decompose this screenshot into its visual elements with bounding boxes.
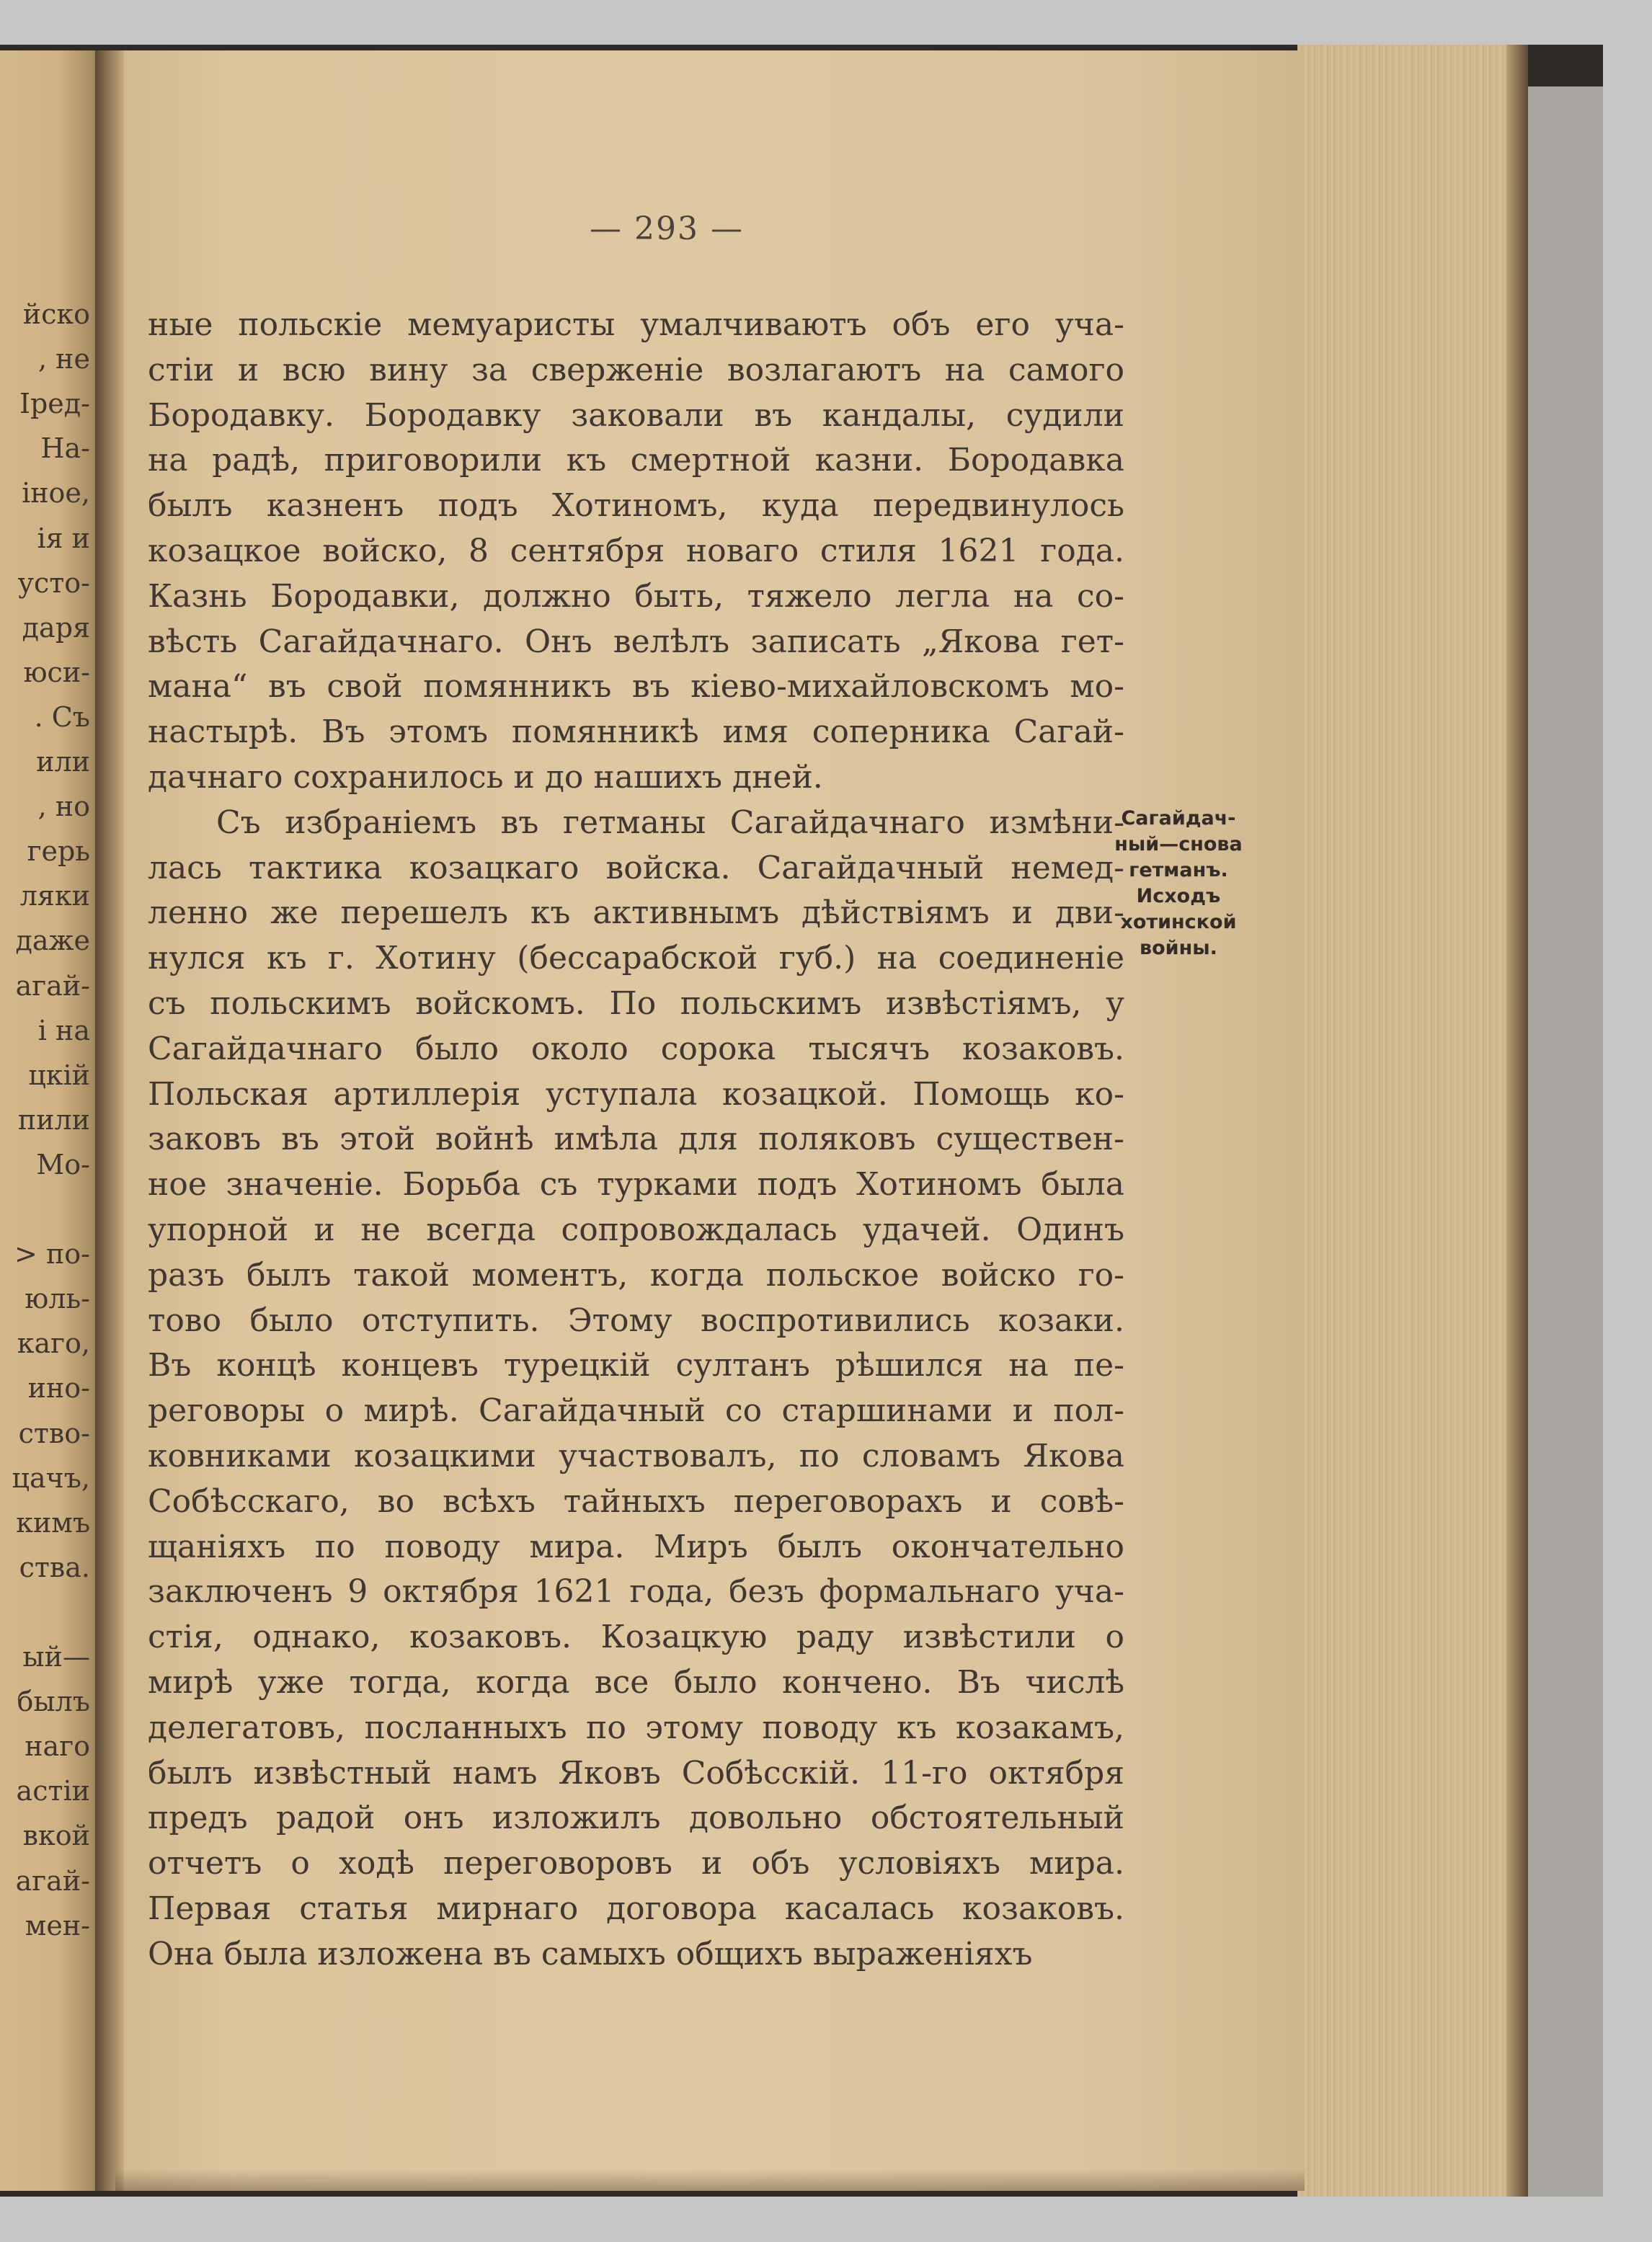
previous-page-fragment: юси- — [23, 656, 90, 688]
text-line: съ польскимъ войскомъ. По польскимъ извѣстіямъ, у — [148, 985, 1124, 1022]
text-line: ные польскіе мемуаристы умалчиваютъ объ его уча- — [148, 306, 1124, 343]
text-line: Бородавку. Бородавку заковали въ кандалы, судили — [148, 396, 1124, 434]
previous-page-fragment: агай- — [15, 969, 90, 1002]
previous-page-fragment: мен- — [25, 1909, 90, 1941]
previous-page-fragment: Мо- — [36, 1148, 90, 1180]
text-line: ковниками козацкими участвовалъ, по словамъ Якова — [148, 1438, 1124, 1474]
text-line: вѣсть Сагайдачнаго. Онъ велѣлъ записать „Якова гет- — [148, 623, 1124, 660]
page-stack-edge — [1297, 45, 1521, 2197]
text-line: Въ концѣ концевъ турецкій султанъ рѣшился на пе- — [148, 1347, 1124, 1384]
previous-page-fragment: астіи — [16, 1775, 90, 1807]
previous-page-fragment: Іред- — [19, 388, 90, 420]
text-line: реговоры о мирѣ. Сагайдачный со старшинами и пол- — [148, 1392, 1124, 1430]
previous-page-fragment: былъ — [17, 1686, 90, 1718]
margin-note — [1106, 806, 1251, 961]
scan-margin — [1528, 86, 1603, 2197]
margin-note-line: Сагайдач- — [1121, 807, 1236, 829]
page-number: — 293 — — [590, 210, 744, 247]
text-line: заковъ въ этой войнѣ имѣла для поляковъ существен- — [148, 1121, 1124, 1158]
previous-page-fragment: вкой — [22, 1820, 90, 1852]
text-line: дачнаго сохранилось и до нашихъ дней. — [148, 759, 823, 796]
previous-page-fragment: каго, — [17, 1327, 90, 1360]
previous-page-fragment: агай- — [15, 1864, 90, 1897]
previous-page-fragment: > по- — [14, 1238, 90, 1271]
text-line: былъ извѣстный намъ Яковъ Собѣсскій. 11-го октября — [148, 1754, 1124, 1792]
text-line: щаніяхъ по поводу мира. Миръ былъ окончательно — [148, 1528, 1124, 1565]
text-line: нулся къ г. Хотину (бессарабской губ.) на соединеніе — [148, 940, 1124, 977]
margin-note-line: ный—снова — [1114, 833, 1243, 855]
previous-page-fragment: ства. — [19, 1551, 90, 1583]
previous-page-fragment: іное, — [22, 477, 90, 510]
text-line: Польская артиллерія уступала козацкой. Помощь ко- — [148, 1075, 1124, 1113]
text-line: мана“ въ свой помянникъ въ кіево-михайловскомъ мо- — [148, 668, 1124, 706]
previous-page-fragment: даже — [15, 925, 90, 957]
page-stack-shadow — [1506, 45, 1528, 2197]
previous-page-fragment: ино- — [27, 1372, 90, 1405]
text-line: ленно же перешелъ къ активнымъ дѣйствіямъ и дви- — [148, 894, 1124, 932]
text-line: стіи и всю вину за сверженіе возлагаютъ на самого — [148, 351, 1124, 388]
margin-note-line: хотинской — [1120, 911, 1237, 933]
text-line: Собѣсскаго, во всѣхъ тайныхъ переговорахъ и совѣ- — [148, 1482, 1124, 1520]
margin-note-line: гетманъ. — [1129, 859, 1228, 881]
previous-page-fragment: ство- — [18, 1417, 90, 1449]
text-line: Съ избраніемъ въ гетманы Сагайдачнаго измѣни- — [216, 804, 1124, 841]
text-line: упорной и не всегда сопровождалась удачей. Одинъ — [148, 1211, 1124, 1248]
previous-page-fragment: наго — [25, 1730, 90, 1763]
previous-page-fragment: пили — [17, 1103, 90, 1136]
previous-page-fragment: цкій — [28, 1059, 90, 1091]
previous-page-fragment: і на — [37, 1014, 90, 1046]
text-line: отчетъ о ходѣ переговоровъ и объ условіяхъ мира. — [148, 1845, 1124, 1882]
page-bottom-shadow — [115, 2169, 1305, 2191]
text-line: Она была изложена въ самыхъ общихъ выраженіяхъ — [148, 1935, 1033, 1972]
text-line: былъ казненъ подъ Хотиномъ, куда передвинулось — [148, 487, 1124, 525]
text-line: предъ радой онъ изложилъ довольно обстоятельный — [148, 1800, 1124, 1837]
previous-page-fragment: даря — [22, 611, 90, 644]
text-line: заключенъ 9 октября 1621 года, безъ формальнаго уча- — [148, 1573, 1124, 1611]
text-line: делегатовъ, посланныхъ по этому поводу къ козакамъ, — [148, 1709, 1124, 1746]
text-line: тово было отступить. Этому воспротивились козаки. — [148, 1302, 1124, 1339]
text-line: разъ былъ такой моментъ, когда польское войско го- — [148, 1256, 1124, 1294]
previous-page-fragment: йско — [22, 298, 90, 330]
previous-page-fragment: . Съ — [34, 700, 90, 733]
text-line: настырѣ. Въ этомъ помянникѣ имя соперника Сагай- — [148, 713, 1124, 751]
text-line: лась тактика козацкаго войска. Сагайдачный немед- — [148, 849, 1124, 886]
previous-page-fragment: ляки — [19, 880, 90, 912]
text-line: Казнь Бородавки, должно быть, тяжело легла на со- — [148, 577, 1124, 615]
text-line: мирѣ уже тогда, когда все было кончено. Въ числѣ — [148, 1664, 1124, 1701]
previous-page-fragment: ый— — [22, 1641, 90, 1673]
previous-page-fragment: кимъ — [16, 1506, 90, 1539]
previous-page-fragment: цачъ, — [12, 1462, 90, 1494]
previous-page-fragment: ія и — [37, 522, 90, 554]
previous-page-fragment: юль- — [25, 1283, 90, 1315]
previous-page-fragment: усто- — [17, 566, 90, 599]
text-line: на радѣ, приговорили къ смертной казни. Бородавка — [148, 442, 1124, 479]
previous-page-fragment: На- — [40, 432, 90, 465]
previous-page-fragment: или — [36, 746, 90, 778]
book-gutter — [95, 50, 124, 2191]
margin-note-line: войны. — [1140, 937, 1217, 959]
text-line: Первая статья мирнаго договора касалась козаковъ. — [148, 1890, 1124, 1927]
previous-page-fragment: , но — [37, 791, 90, 823]
previous-page-fragment: , не — [38, 343, 90, 375]
text-line: козацкое войско, 8 сентября новаго стиля 1621 года. — [148, 533, 1124, 569]
margin-note-line: Исходъ — [1136, 885, 1221, 907]
text-line: Сагайдачнаго было около сорока тысячъ козаковъ. — [148, 1030, 1124, 1067]
text-line: стія, однако, козаковъ. Козацкую раду извѣстили о — [148, 1619, 1124, 1656]
previous-page-fragment: герь — [27, 835, 90, 868]
text-line: ное значеніе. Борьба съ турками подъ Хотиномъ была — [148, 1166, 1124, 1204]
